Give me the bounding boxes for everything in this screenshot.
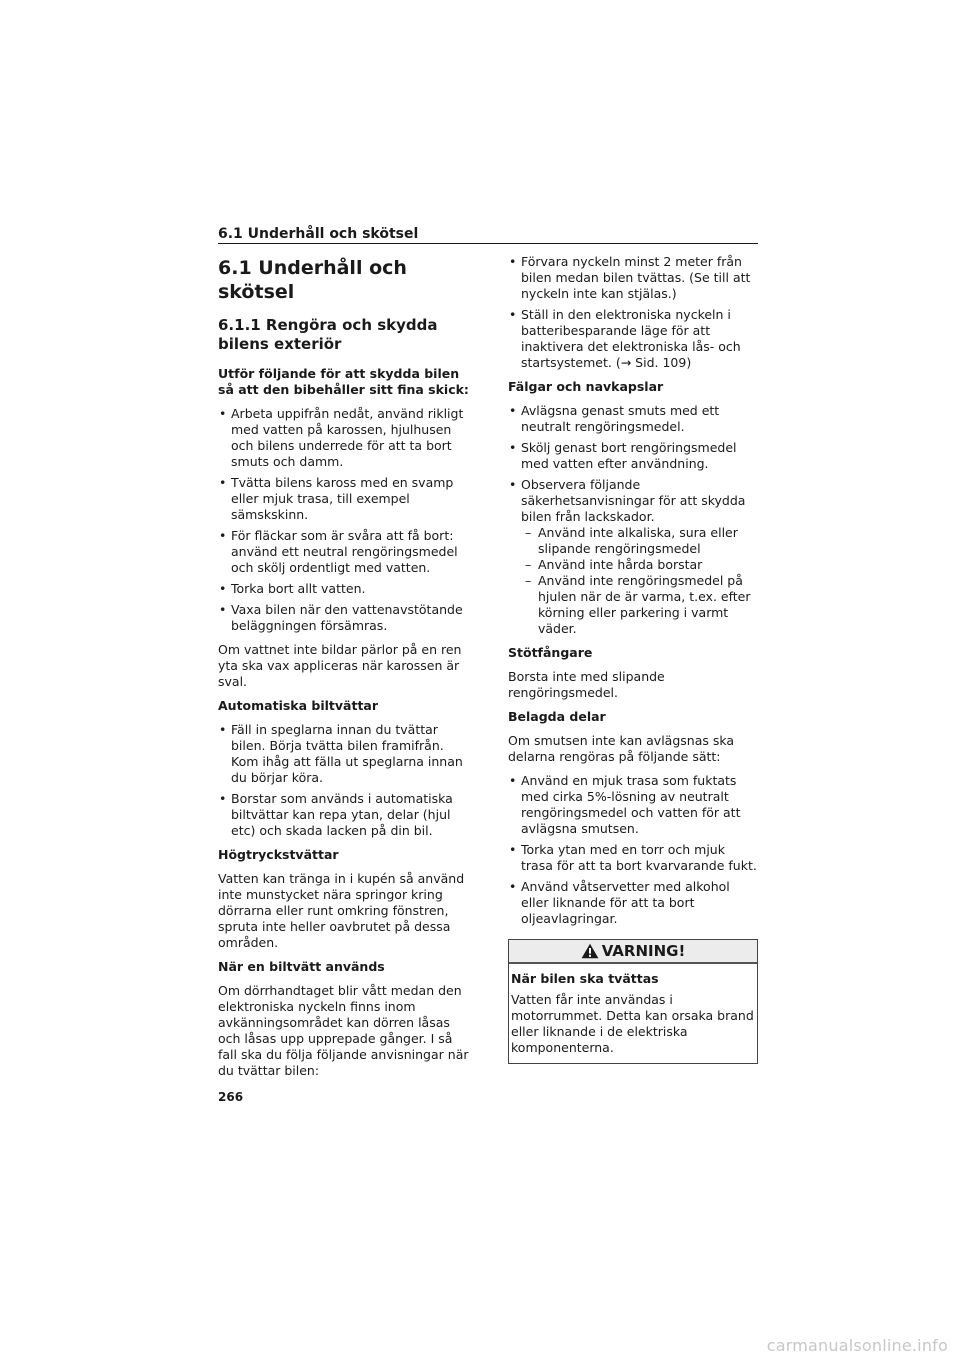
warning-box <box>508 939 758 1064</box>
list-item: • Vaxa bilen när den vattenavstötande beläggningen försämras. <box>218 602 470 634</box>
coated-parts-list <box>508 773 758 927</box>
pressure-wash-text: Vatten kan tränga in i kupén så använd inte munstycket nära springor kring dörrarna eller runt omkring fönstren, spruta inte heller oavbrutet på dessa områden. <box>218 871 465 950</box>
warning-body <box>509 964 757 1063</box>
list-item: • Torka ytan med en torr och mjuk trasa för att ta bort kvarvarande fukt. <box>508 842 758 874</box>
wax-note: Om vattnet inte bildar pärlor på en ren yta ska vax appliceras när karossen är sval. <box>218 642 462 689</box>
list-item: • Borstar som används i automatiska biltvättar kan repa ytan, delar (hjul etc) och skada lacken på din bil. <box>218 791 470 839</box>
warning-triangle-icon <box>581 943 599 959</box>
right-column <box>508 254 758 1064</box>
list-item: • Förvara nyckeln minst 2 meter från bilen medan bilen tvättas. (Se till att nyckeln inte kan stjälas.) <box>508 254 758 302</box>
sub-list-item: – Använd inte rengöringsmedel på hjulen när de är varma, t.ex. efter körning eller parkering i varmt väder. <box>521 573 758 637</box>
list-item: • Tvätta bilens kaross med en svamp eller mjuk trasa, till exempel sämskskinn. <box>218 475 470 523</box>
list-item: • Använd en mjuk trasa som fuktats med cirka 5%-lösning av neutralt rengöringsmedel och vatten för att avlägsna smutsen. <box>508 773 758 837</box>
coated-parts-text: Om smutsen inte kan avlägsnas ska delarna rengöras på följande sätt: <box>508 733 735 764</box>
list-item: • Fäll in speglarna innan du tvättar bilen. Börja tvätta bilen framifrån. Kom ihåg att fälla ut speglarna innan du börjar köra. <box>218 722 470 786</box>
warning-header <box>509 940 757 964</box>
list-item: • Arbeta uppifrån nedåt, använd rikligt med vatten på karossen, hjulhusen och bilens underrede för att ta bort smuts och damm. <box>218 406 470 470</box>
section-title: 6.1.1 Rengöra och skydda bilens exteriör <box>218 316 438 353</box>
sub-list-item: – Använd inte alkaliska, sura eller slipande rengöringsmedel <box>521 525 758 557</box>
list-item: • Avlägsna genast smuts med ett neutralt rengöringsmedel. <box>508 403 758 435</box>
warning-label: VARNING! <box>601 942 686 960</box>
list-item: • För fläckar som är svåra att få bort: använd ett neutral rengöringsmedel och skölj ordentligt med vatten. <box>218 528 470 576</box>
intro-heading: Utför följande för att skydda bilen så att den bibehåller sitt fina skick: <box>218 366 469 397</box>
wheels-sublist <box>521 525 758 637</box>
car-wash-heading: När en biltvätt används <box>218 959 385 974</box>
wheels-heading: Fälgar och navkapslar <box>508 379 664 394</box>
auto-wash-list <box>218 722 470 839</box>
car-wash-text: Om dörrhandtaget blir vått medan den elektroniska nyckeln finns inom avkänningsområdet kan dörren låsas och låsas upp upprepade gånger. I så fall ska du följa följande anvisningar när du tvättar bilen: <box>218 983 469 1078</box>
header-rule <box>218 243 758 244</box>
left-column <box>218 254 470 1087</box>
warning-heading: När bilen ska tvättas <box>511 971 659 986</box>
pressure-wash-heading: Högtryckstvättar <box>218 847 339 862</box>
bumper-heading: Stötfångare <box>508 645 593 660</box>
wheels-list <box>508 403 758 637</box>
list-item: • Använd våtservetter med alkohol eller liknande för att ta bort oljeavlagringar. <box>508 879 758 927</box>
list-item: • Torka bort allt vatten. <box>218 581 470 597</box>
list-item <box>508 477 758 637</box>
warning-text: Vatten får inte användas i motorrummet. Detta kan orsaka brand eller liknande i de elektriska komponenterna. <box>511 992 754 1055</box>
bumper-text: Borsta inte med slipande rengöringsmedel. <box>508 669 665 700</box>
chapter-title: 6.1 Underhåll och skötsel <box>218 257 407 303</box>
list-item: • Skölj genast bort rengöringsmedel med vatten efter användning. <box>508 440 758 472</box>
sub-list-item: – Använd inte hårda borstar <box>521 557 758 573</box>
running-header: 6.1 Underhåll och skötsel <box>218 226 419 242</box>
coated-parts-heading: Belagda delar <box>508 709 606 724</box>
list-item-text: Observera följande säkerhetsanvisningar för att skydda bilen från lackskador. <box>521 477 746 524</box>
auto-wash-heading: Automatiska biltvättar <box>218 698 379 713</box>
watermark-link[interactable]: carmanualsonline.info <box>766 1336 948 1355</box>
intro-list <box>218 406 470 634</box>
page-number: 266 <box>218 1090 244 1104</box>
list-item: • Ställ in den elektroniska nyckeln i batteribesparande läge för att inaktivera det elektroniska lås- och startsystemet. (→ Sid. 109) <box>508 307 758 371</box>
key-list <box>508 254 758 371</box>
